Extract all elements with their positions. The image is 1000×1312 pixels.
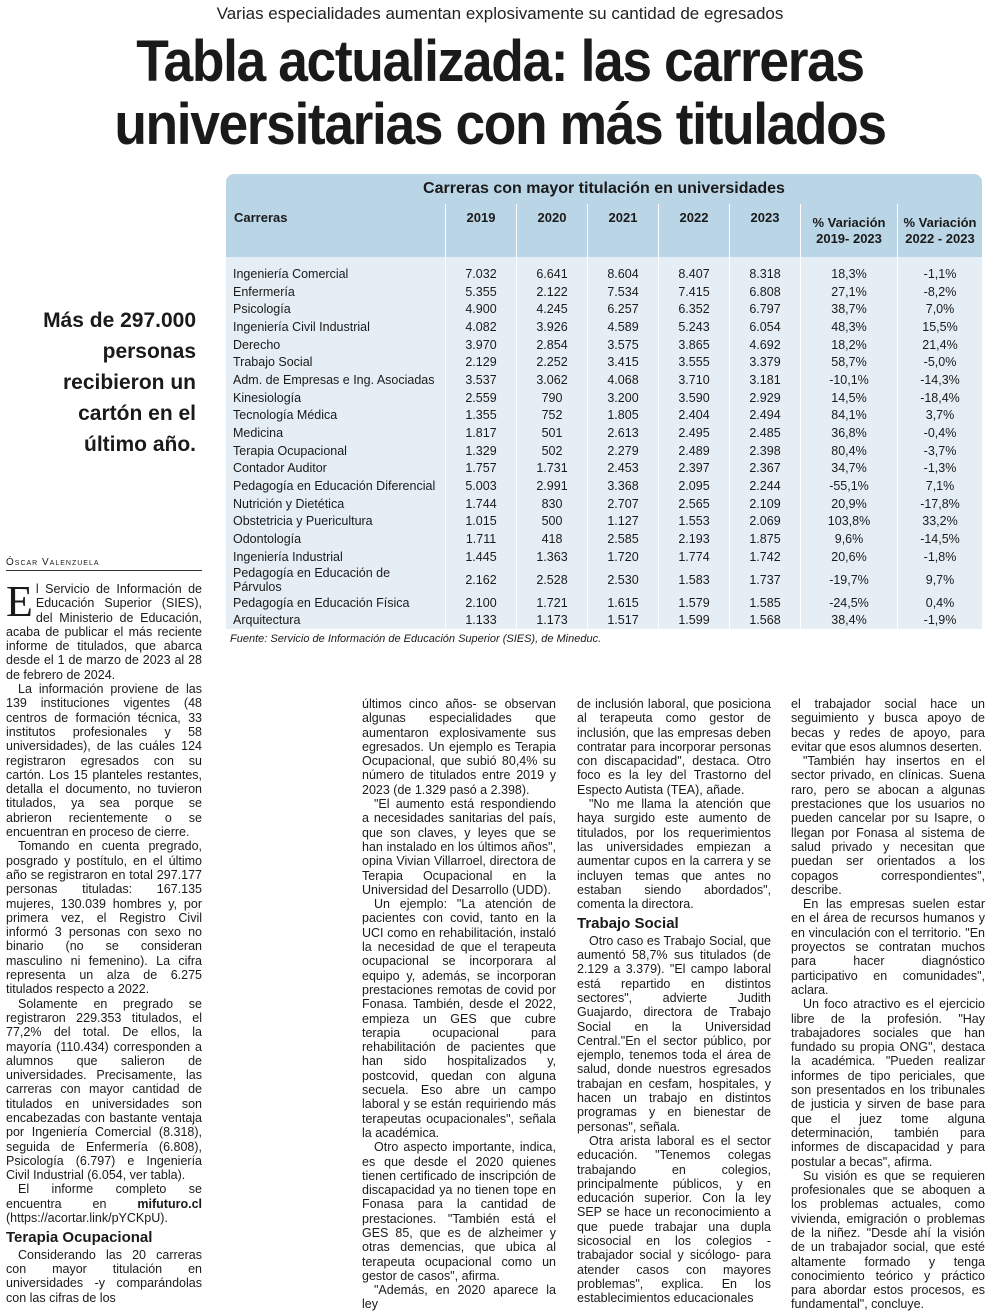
value-cell: 1.517 [588, 611, 659, 629]
value-cell: 500 [517, 513, 588, 531]
mifuturo-link[interactable]: mifuturo.cl [137, 1196, 202, 1211]
table-source: Fuente: Servicio de Información de Educación Superior (SIES), de Mineduc. [230, 633, 602, 646]
headline [95, 30, 905, 156]
value-cell: 38,7% [801, 300, 898, 318]
value-cell: 103,8% [801, 513, 898, 531]
value-cell: 1.720 [588, 548, 659, 566]
value-cell: 1.774 [659, 548, 730, 566]
header-2021: 2021 [588, 204, 659, 257]
table-row [226, 442, 982, 460]
table-row [226, 594, 982, 612]
paragraph: "Además, en 2020 aparece la ley [362, 1283, 556, 1312]
career-name-cell: Derecho [226, 336, 446, 354]
value-cell: 418 [517, 530, 588, 548]
value-cell: 3.710 [659, 371, 730, 389]
header-variacion-2022-2023: % Variación 2022 - 2023 [898, 204, 983, 257]
value-cell: 3.926 [517, 318, 588, 336]
paragraph: En las empresas suelen estar en el área de recursos humanos y en vinculación con el territorio. "En proyectos se contratan muchos para hacer diagnóstico participativo en comunidades", aclara. [791, 897, 985, 997]
table-row [226, 424, 982, 442]
value-cell: 2.559 [446, 389, 517, 407]
subhead-terapia-ocupacional: Terapia Ocupacional [6, 1229, 153, 1247]
subhead-trabajo-social: Trabajo Social [577, 915, 679, 933]
value-cell: 2.397 [659, 460, 730, 478]
value-cell: -8,2% [923, 284, 957, 299]
article-column-3 [577, 697, 771, 1305]
value-cell: -14,3% [920, 372, 960, 387]
value-cell: 3.368 [588, 477, 659, 495]
career-name-cell: Contador Auditor [226, 460, 446, 478]
value-cell: 6.257 [588, 300, 659, 318]
table-header-row [226, 204, 982, 257]
value-cell: 2.485 [730, 424, 801, 442]
value-cell: 2.279 [588, 442, 659, 460]
value-cell: 2.929 [730, 389, 801, 407]
value-cell: 1.445 [446, 548, 517, 566]
value-cell: 2.489 [659, 442, 730, 460]
drop-cap: E [6, 577, 33, 626]
value-cell: -1,1% [923, 266, 957, 281]
value-cell: 2.565 [659, 495, 730, 513]
table-row [226, 336, 982, 354]
paragraph: Un ejemplo: "La atención de pacientes con covid, tanto en la UCI como en rehabilitación, instaló la necesidad de que el terapeuta ocupacional se incorporara al equipo y, además, se incorporan prestaciones remotas de covid por Fonasa. También, desde el 2022, empieza un GES que cubre terapia ocupacional para rehabilitación de pacientes que han sido hospitalizados y, postcovid, quedan con alguna secuela. Eso abre un campo laboral y se están requiriendo más terapeutas ocupacionales", señala la académica. [362, 897, 556, 1140]
value-cell: 1.133 [446, 611, 517, 629]
table-row [226, 389, 982, 407]
value-cell: 20,9% [801, 495, 898, 513]
career-name-cell: Kinesiología [226, 389, 446, 407]
value-cell: 2.453 [588, 460, 659, 478]
paragraph [6, 1182, 202, 1225]
value-cell: 1.737 [730, 566, 801, 594]
value-cell: 7.032 [446, 257, 517, 283]
value-cell: -3,7% [923, 443, 957, 458]
headline-line-2: universitarias con más titulados [114, 92, 886, 157]
table-row [226, 353, 982, 371]
table-row [226, 257, 982, 283]
value-cell: 2.252 [517, 353, 588, 371]
header-2019: 2019 [446, 204, 517, 257]
value-cell: 1.615 [588, 594, 659, 612]
value-cell: 3.590 [659, 389, 730, 407]
value-cell: 2.367 [730, 460, 801, 478]
value-cell: -5,0% [923, 355, 957, 370]
paragraph-text: (https://acortar.link/pYCKpU). [6, 1211, 168, 1226]
value-cell: 3.379 [730, 353, 801, 371]
paragraph-text: l Servicio de Información de Educación Superior (SIES), del Ministerio de Educación, acaba de publicar el más reciente informe de titulados, que abarca desde el 1 de marzo de 2023 al 28 de febrero de 2024. [6, 582, 202, 682]
value-cell: 4.692 [730, 336, 801, 354]
value-cell: 7,1% [925, 479, 955, 494]
value-cell: 752 [517, 407, 588, 425]
paragraph: Solamente en pregrado se registraron 229.353 titulados, el 77,2% del total. De ellos, la mayoría (110.434) corresponden a alumnos que salieron de universidades. Precisamente, las carreras con mayor cantidad de titulados en universidades son encabezadas con bastante ventaja por Ingeniería Comercial (8.318), seguida de Enfermería (6.808), Psicología (6.797) e Ingeniería Civil Industrial (6.054, ver tabla). [6, 996, 202, 1183]
value-cell: 58,7% [801, 353, 898, 371]
value-cell: 1.757 [446, 460, 517, 478]
value-cell: 1.742 [730, 548, 801, 566]
value-cell: 3.062 [517, 371, 588, 389]
value-cell: 6.054 [730, 318, 801, 336]
value-cell: 1.363 [517, 548, 588, 566]
value-cell: -19,7% [801, 566, 898, 594]
pull-quote: Más de 297.000 personas recibieron un cartón en el último año. [43, 309, 196, 456]
career-name-cell: Medicina [226, 424, 446, 442]
career-name-cell: Obstetricia y Puericultura [226, 513, 446, 531]
kicker: Varias especialidades aumentan explosivamente su cantidad de egresados [216, 4, 784, 23]
value-cell: 27,1% [801, 283, 898, 301]
value-cell: 1.817 [446, 424, 517, 442]
value-cell: 5.355 [446, 283, 517, 301]
value-cell: 1.355 [446, 407, 517, 425]
career-name-cell: Psicología [226, 300, 446, 318]
value-cell: 3,7% [925, 408, 955, 423]
value-cell: 4.082 [446, 318, 517, 336]
value-cell: 8.318 [730, 257, 801, 283]
table-row [226, 566, 982, 594]
career-name-cell: Tecnología Médica [226, 407, 446, 425]
header-2022: 2022 [659, 204, 730, 257]
value-cell: 1.568 [730, 611, 801, 629]
value-cell: 2.495 [659, 424, 730, 442]
paragraph: Otra arista laboral es el sector educación. "Tenemos colegas trabajando en colegios, principalmente públicos, y en educación superior. Con la ley SEP se hace un reconocimiento a que puede trabajar una dupla sicosocial en los colegios -trabajador social y sicólogo- para atender casos con mayores problemas", explica. En los establecimientos educacionales [577, 1133, 771, 1306]
value-cell: 33,2% [922, 514, 958, 529]
header-2020: 2020 [517, 204, 588, 257]
paragraph: "El aumento está respondiendo a necesidades sanitarias del país, que son claves, y leyes que se han instalado en los últimos años", opina Vivian Villarroel, directora de Terapia Ocupacional en la Universidad del Desarrollo (UDD). [362, 797, 556, 897]
value-cell: -14,5% [920, 532, 960, 547]
paragraph: Tomando en cuenta pregrado, posgrado y postítulo, en el último año se registraron en total 297.177 personas tituladas: 167.135 mujeres, 130.039 hombres y, por primera vez, el Registro Civil informó 3 personas con sexo no binario (no se consideran masculino ni femenino). La cifra representa un alza de 6.275 titulados respecto a 2022. [6, 839, 202, 997]
career-name-cell: Ingeniería Comercial [226, 257, 446, 283]
value-cell: 2.404 [659, 407, 730, 425]
careers-table [226, 204, 982, 629]
career-name-cell: Nutrición y Dietética [226, 495, 446, 513]
value-cell: -0,4% [923, 426, 957, 441]
paragraph: Otro caso es Trabajo Social, que aumentó 58,7% sus titulados (de 2.129 a 3.379). "El campo laboral está repartido en distintos sectores", advierte Judith Guajardo, directora de Trabajo Social en la Universidad Central."En el sector público, por ejemplo, tenemos toda el área de salud, donde nuestros egresados trabajan en cesfam, hospitales, y hacen un trabajo en distintos programas y en bienestar de personas", señala. [577, 933, 771, 1134]
value-cell: 5.243 [659, 318, 730, 336]
value-cell: -24,5% [801, 594, 898, 612]
value-cell: 2.244 [730, 477, 801, 495]
value-cell: 8.604 [588, 257, 659, 283]
value-cell: 2.707 [588, 495, 659, 513]
value-cell: 15,5% [922, 319, 958, 334]
value-cell: 8.407 [659, 257, 730, 283]
value-cell: 3.555 [659, 353, 730, 371]
value-cell: 0,4% [925, 595, 955, 610]
value-cell: 1.173 [517, 611, 588, 629]
value-cell: 2.613 [588, 424, 659, 442]
value-cell: 1.585 [730, 594, 801, 612]
value-cell: -10,1% [801, 371, 898, 389]
career-name-cell: Pedagogía en Educación Física [226, 594, 446, 612]
value-cell: 18,2% [801, 336, 898, 354]
paragraph [6, 577, 202, 682]
value-cell: 6.797 [730, 300, 801, 318]
table-row [226, 407, 982, 425]
value-cell: 1.015 [446, 513, 517, 531]
value-cell: 80,4% [801, 442, 898, 460]
value-cell: 1.721 [517, 594, 588, 612]
value-cell: 2.854 [517, 336, 588, 354]
value-cell: 4.900 [446, 300, 517, 318]
career-name-cell: Pedagogía en Educación de Párvulos [226, 566, 446, 594]
value-cell: 501 [517, 424, 588, 442]
byline: Óscar Valenzuela [6, 557, 202, 571]
value-cell: 9,6% [801, 530, 898, 548]
headline-line-1: Tabla actualizada: las carreras [136, 29, 864, 94]
value-cell: 790 [517, 389, 588, 407]
table-row [226, 530, 982, 548]
table-row [226, 477, 982, 495]
value-cell: 2.095 [659, 477, 730, 495]
value-cell: 3.575 [588, 336, 659, 354]
value-cell: 38,4% [801, 611, 898, 629]
header-variacion-2019-2023: % Variación 2019- 2023 [801, 204, 898, 257]
table-row [226, 513, 982, 531]
value-cell: 2.193 [659, 530, 730, 548]
paragraph: La información proviene de las 139 instituciones vigentes (48 centros de formación técnica, 33 institutos profesionales y 58 universidades), de las cuáles 124 registraron egresados con su cartón. Los 15 planteles restantes, detalla el documento, no tuvieron titulados, ya sea porque se abrieron recientemente o se encuentran en proceso de cierre. [6, 682, 202, 840]
value-cell: 34,7% [801, 460, 898, 478]
value-cell: 3.181 [730, 371, 801, 389]
value-cell: 1.583 [659, 566, 730, 594]
value-cell: -17,8% [920, 496, 960, 511]
value-cell: 6.641 [517, 257, 588, 283]
career-name-cell: Enfermería [226, 283, 446, 301]
value-cell: 14,5% [801, 389, 898, 407]
header-carreras: Carreras [226, 204, 446, 257]
value-cell: 1.805 [588, 407, 659, 425]
value-cell: 4.589 [588, 318, 659, 336]
value-cell: 1.329 [446, 442, 517, 460]
paragraph: "No me llama la atención que haya surgido este aumento de titulados, por los requerimientos las universidades empiezan a aumentar cupos en la carrera y se incluyen temas que antes no estaban siendo abordados", comenta la directora. [577, 797, 771, 912]
value-cell: 3.537 [446, 371, 517, 389]
value-cell: 2.398 [730, 442, 801, 460]
value-cell: 48,3% [801, 318, 898, 336]
value-cell: 2.162 [446, 566, 517, 594]
value-cell: 21,4% [922, 337, 958, 352]
value-cell: 2.494 [730, 407, 801, 425]
table-title: Carreras con mayor titulación en universidades [226, 174, 982, 204]
value-cell: 4.068 [588, 371, 659, 389]
value-cell: 36,8% [801, 424, 898, 442]
careers-table-box [226, 174, 982, 645]
value-cell: 2.528 [517, 566, 588, 594]
career-name-cell: Ingeniería Civil Industrial [226, 318, 446, 336]
value-cell: 84,1% [801, 407, 898, 425]
table-row [226, 371, 982, 389]
value-cell: 2.991 [517, 477, 588, 495]
article-column-4 [791, 697, 985, 1312]
value-cell: 7.415 [659, 283, 730, 301]
career-name-cell: Arquitectura [226, 611, 446, 629]
table-row [226, 318, 982, 336]
value-cell: 18,3% [801, 257, 898, 283]
paragraph: Un foco atractivo es el ejercicio libre de la profesión. "Hay trabajadores sociales que han fundado su propia ONG", destaca la académica. "Pueden realizar informes de tipo periciales, que son presentados en los tribunales de justicia y sirven de base para que el juez tome alguna determinación, también para informes de discapacidad y para postular a becas", afirma. [791, 997, 985, 1169]
table-row [226, 300, 982, 318]
value-cell: 6.808 [730, 283, 801, 301]
value-cell: 1.579 [659, 594, 730, 612]
value-cell: 2.100 [446, 594, 517, 612]
value-cell: 7.534 [588, 283, 659, 301]
table-row [226, 611, 982, 629]
value-cell: 2.122 [517, 283, 588, 301]
table-row [226, 548, 982, 566]
value-cell: 1.553 [659, 513, 730, 531]
paragraph: el trabajador social hace un seguimiento y busca apoyo de becas y redes de apoyo, para evitar que esos alumnos deserten. [791, 697, 985, 754]
value-cell: 5.003 [446, 477, 517, 495]
career-name-cell: Terapia Ocupacional [226, 442, 446, 460]
value-cell: 3.865 [659, 336, 730, 354]
value-cell: 2.585 [588, 530, 659, 548]
value-cell: 1.731 [517, 460, 588, 478]
value-cell: 2.069 [730, 513, 801, 531]
table-row [226, 460, 982, 478]
article-column-2 [362, 697, 556, 1312]
value-cell: 6.352 [659, 300, 730, 318]
article-column-1 [6, 577, 202, 1305]
career-name-cell: Trabajo Social [226, 353, 446, 371]
value-cell: 20,6% [801, 548, 898, 566]
value-cell: 830 [517, 495, 588, 513]
paragraph: "También hay insertos en el sector privado, en clínicas. Suena raro, pero se abocan a algunas prestaciones que los usuarios no pueden cancelar por su Isapre, o llegan por Fonasa al sistema de salud privado y necesitan que puedan ser orientados a los copagos correspondientes", describe. [791, 754, 985, 897]
value-cell: 502 [517, 442, 588, 460]
paragraph: Su visión es que se requieren profesionales que se aboquen a los problemas actuales, como vivienda, emigración o problemas de la niñez. "Desde ahí la visión de un trabajador social, que esté altamente formado y tenga conocimiento teórico y práctico para abordar estos procesos, es fundamental", concluye. [791, 1168, 985, 1312]
value-cell: -1,9% [923, 613, 957, 628]
value-cell: 7,0% [925, 302, 955, 317]
table-row [226, 495, 982, 513]
value-cell: 4.245 [517, 300, 588, 318]
value-cell: 1.599 [659, 611, 730, 629]
paragraph-text: El informe completo se encuentra en [6, 1182, 202, 1211]
value-cell: -1,3% [923, 461, 957, 476]
value-cell: -55,1% [801, 477, 898, 495]
value-cell: -1,8% [923, 549, 957, 564]
value-cell: 3.415 [588, 353, 659, 371]
value-cell: -18,4% [920, 390, 960, 405]
value-cell: 1.744 [446, 495, 517, 513]
value-cell: 3.970 [446, 336, 517, 354]
header-2023: 2023 [730, 204, 801, 257]
career-name-cell: Ingeniería Industrial [226, 548, 446, 566]
paragraph: Considerando las 20 carreras con mayor titulación en universidades -y comparándolas con las cifras de los [6, 1247, 202, 1305]
value-cell: 2.530 [588, 566, 659, 594]
value-cell: 1.711 [446, 530, 517, 548]
value-cell: 1.127 [588, 513, 659, 531]
career-name-cell: Pedagogía en Educación Diferencial [226, 477, 446, 495]
value-cell: 2.129 [446, 353, 517, 371]
paragraph: últimos cinco años- se observan algunas especialidades que aumentaron explosivamente sus egresados. Un ejemplo es Terapia Ocupacional, que subió 80,4% su número de titulados entre 2019 y 2023 (de 1.329 pasó a 2.398). [362, 697, 556, 797]
value-cell: 1.875 [730, 530, 801, 548]
paragraph: Otro aspecto importante, indica, es que desde el 2020 quienes tienen certificado de inscripción de discapacidad ya no tienen tope en Fonasa para la cantidad de prestaciones. "También está el GES 85, que es de alzheimer y otras demencias, que ubica al terapeuta ocupacional como un gestor de casos", afirma. [362, 1140, 556, 1283]
value-cell: 3.200 [588, 389, 659, 407]
value-cell: 9,7% [925, 572, 955, 587]
career-name-cell: Adm. de Empresas e Ing. Asociadas [226, 371, 446, 389]
paragraph: de inclusión laboral, que posiciona al terapeuta como gestor de inclusión, que las empresas deben contratar para incorporar personas con discapacidad", destaca. Otro foco es la ley del Trastorno del Especto Autista (TEA), añade. [577, 697, 771, 797]
career-name-cell: Odontología [226, 530, 446, 548]
table-row [226, 283, 982, 301]
table-body [226, 257, 982, 629]
value-cell: 2.109 [730, 495, 801, 513]
